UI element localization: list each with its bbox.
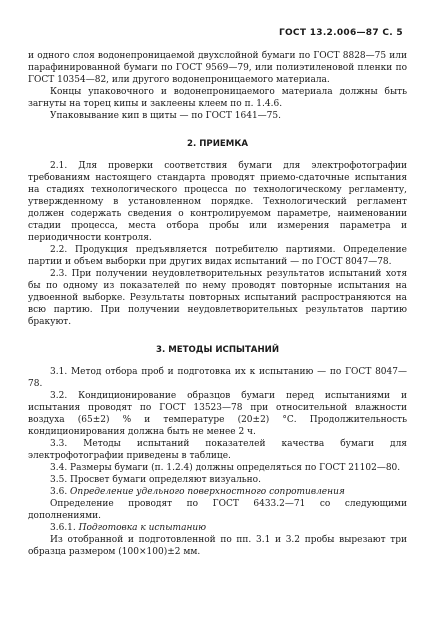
paragraph-3-1: 3.1. Метод отбора проб и подготовка их к испытанию — по ГОСТ 8047—78.: [28, 367, 407, 389]
paragraph-3-6-heading: Определение удельного поверхностного сопротивления: [70, 487, 345, 497]
paragraph-3-6-1-text: Из отобранной и подготовленной по пп. 3.1 и 3.2 пробы вырезают три образца размером (100×100)±2 мм.: [28, 535, 407, 557]
document-body: [28, 50, 407, 558]
paragraph-3-3: 3.3. Методы испытаний показателей качества бумаги для электрофотографии приведены в таблице.: [28, 439, 407, 461]
section-title-test-methods: 3. МЕТОДЫ ИСПЫТАНИЙ: [155, 345, 280, 355]
paragraph-2-3: 2.3. При получении неудовлетворительных результатов испытаний хотя бы по одному из показателей по нему проводят повторные испытания на удвоенной выборке. Результаты повторных испытаний распространяются на всю партию. При получении неудовлетворительных результатов партию бракуют.: [28, 269, 407, 327]
paragraph-3-4: 3.4. Размеры бумаги (п. 1.2.4) должны определяться по ГОСТ 21102—80.: [50, 463, 401, 473]
paragraph-packaging-1: и одного слоя водонепроницаемой двухслойной бумаги по ГОСТ 8828—75 или парафинированной бумаги по ГОСТ 9569—79, или полиэтиленовой пленки по ГОСТ 10354—82, или другого водонепроницаемого материала.: [28, 51, 407, 85]
paragraph-3-6-text: Определение проводят по ГОСТ 6433.2—71 со следующими дополнениями.: [28, 499, 407, 521]
paragraph-3-2: 3.2. Кондиционирование образцов бумаги перед испытаниями и испытания проводят по ГОСТ 13523—78 при относительной влажности воздуха (65±2) % и температуре (20±2) °С. Продолжительность кондиционирования должна быть не менее 2 ч.: [28, 391, 407, 437]
page-header: ГОСТ 13.2.006—87 С. 5: [278, 28, 403, 38]
paragraph-packaging-2: Концы упаковочного и водонепроницаемого материала должны быть загнуты на торец кипы и заклеены клеем по п. 1.4.6.: [28, 87, 407, 109]
paragraph-3-6: [28, 486, 407, 498]
paragraph-3-6-number: 3.6.: [50, 487, 71, 497]
paragraph-2-2: 2.2. Продукция предъявляется потребителю партиями. Определение партии и объем выборки при других видах испытаний — по ГОСТ 8047—78.: [28, 245, 407, 267]
paragraph-3-6-1: [28, 522, 407, 534]
paragraph-3-5: 3.5. Просвет бумаги определяют визуально.: [50, 475, 261, 485]
section-title-acceptance: 2. ПРИЕМКА: [186, 139, 249, 149]
paragraph-3-6-1-number: 3.6.1.: [50, 523, 79, 533]
paragraph-3-6-1-heading: Подготовка к испытанию: [78, 523, 207, 533]
paragraph-packaging-3: Упаковывание кип в щиты — по ГОСТ 1641—75.: [50, 111, 281, 121]
paragraph-2-1: 2.1. Для проверки соответствия бумаги для электрофотографии требованиям настоящего стандарта проводят приемо-сдаточные испытания на стадиях технологического процесса по технологическому регламенту, утвержденному в установленном порядке. Технологический регламент должен содержать сведения о контролируемом параметре, наименовании стадии процесса, места отбора пробы или измерения параметра и периодичности контроля.: [28, 161, 407, 243]
